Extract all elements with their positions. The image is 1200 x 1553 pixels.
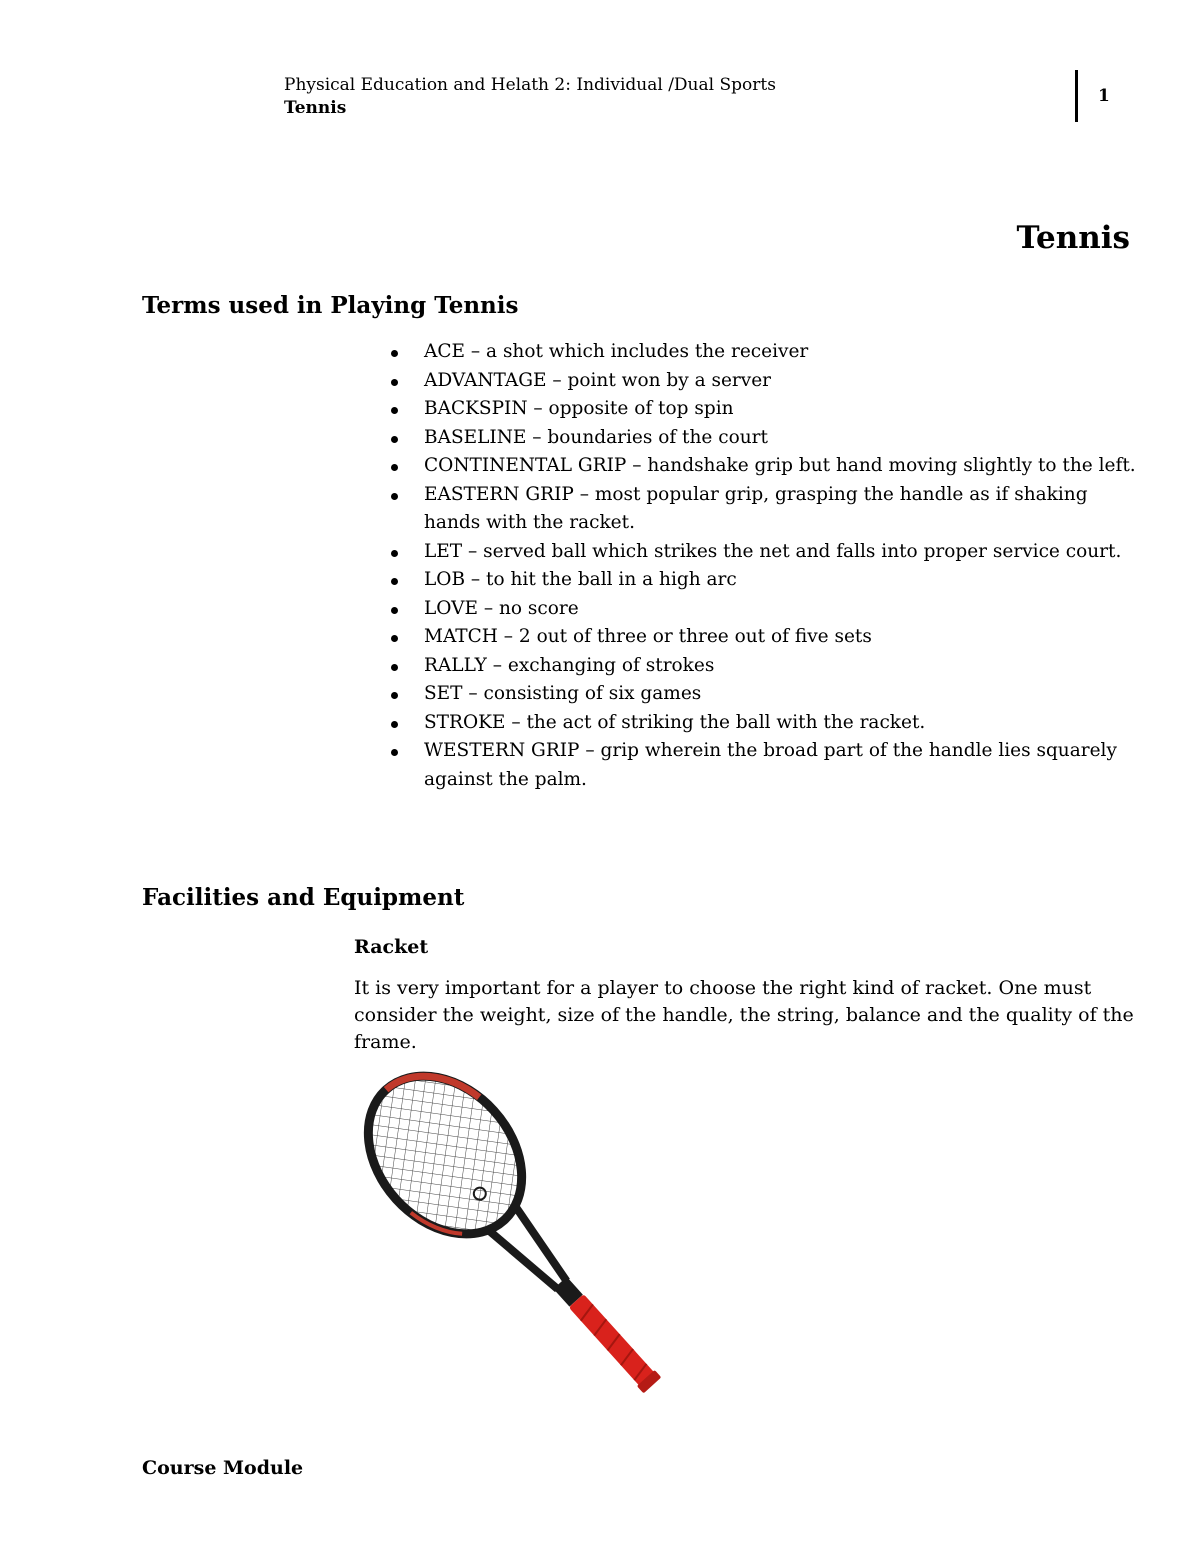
term-text: LOVE – no score [424,597,579,619]
racket-subheading: Racket [354,936,429,958]
term-text: BASELINE – boundaries of the court [424,426,768,448]
bullet-icon [391,407,398,414]
bullet-icon [391,493,398,500]
list-item [424,338,1144,367]
list-item [424,452,1144,481]
term-text: LET – served ball which strikes the net and falls into proper service court. [424,540,1122,562]
bullet-icon [391,350,398,357]
document-title: Tennis [1016,220,1130,256]
list-item [424,595,1144,624]
racket-paragraph: It is very important for a player to choose the right kind of racket. One must consider the weight, size of the handle, the string, balance and the quality of the frame. [354,977,1134,1053]
list-item [424,566,1144,595]
facilities-heading: Facilities and Equipment [142,884,465,911]
bullet-icon [391,664,398,671]
list-item [424,538,1144,567]
bullet-icon [391,464,398,471]
list-item [424,737,1144,794]
header-topic: Tennis [284,98,347,118]
page-header [284,74,776,120]
list-item [424,680,1144,709]
term-text: ACE – a shot which includes the receiver [424,341,809,362]
header-divider [1075,70,1078,122]
list-item [424,395,1144,424]
list-item [424,481,1144,538]
term-text: LOB – to hit the ball in a high arc [424,569,737,590]
page-number: 1 [1098,86,1110,106]
list-item [424,367,1144,396]
terms-list [424,338,1144,794]
bullet-icon [391,692,398,699]
bullet-icon [391,721,398,728]
term-text: SET – consisting of six games [424,683,702,704]
term-text: MATCH – 2 out of three or three out of five sets [424,626,872,647]
term-text: ADVANTAGE – point won by a server [424,369,772,391]
terms-heading: Terms used in Playing Tennis [142,292,519,319]
list-item [424,424,1144,453]
term-text: CONTINENTAL GRIP – handshake grip but hand moving slightly to the left. [424,455,1136,476]
bullet-icon [391,436,398,443]
term-text: RALLY – exchanging of strokes [424,654,715,676]
term-text: EASTERN GRIP – most popular grip, grasping the handle as if shaking hands with the racket. [424,483,1088,533]
term-text: BACKSPIN – opposite of top spin [424,398,734,419]
term-text: WESTERN GRIP – grip wherein the broad part of the handle lies squarely against the palm. [424,740,1117,790]
bullet-icon [391,607,398,614]
tennis-racket-icon [340,1060,710,1410]
list-item [424,709,1144,738]
bullet-icon [391,379,398,386]
bullet-icon [391,550,398,557]
footer-course-module: Course Module [142,1457,304,1479]
bullet-icon [391,635,398,642]
bullet-icon [391,749,398,756]
list-item [424,652,1144,681]
list-item [424,623,1144,652]
header-course-title: Physical Education and Helath 2: Individual /Dual Sports [284,75,776,95]
bullet-icon [391,578,398,585]
term-text: STROKE – the act of striking the ball with the racket. [424,711,926,733]
